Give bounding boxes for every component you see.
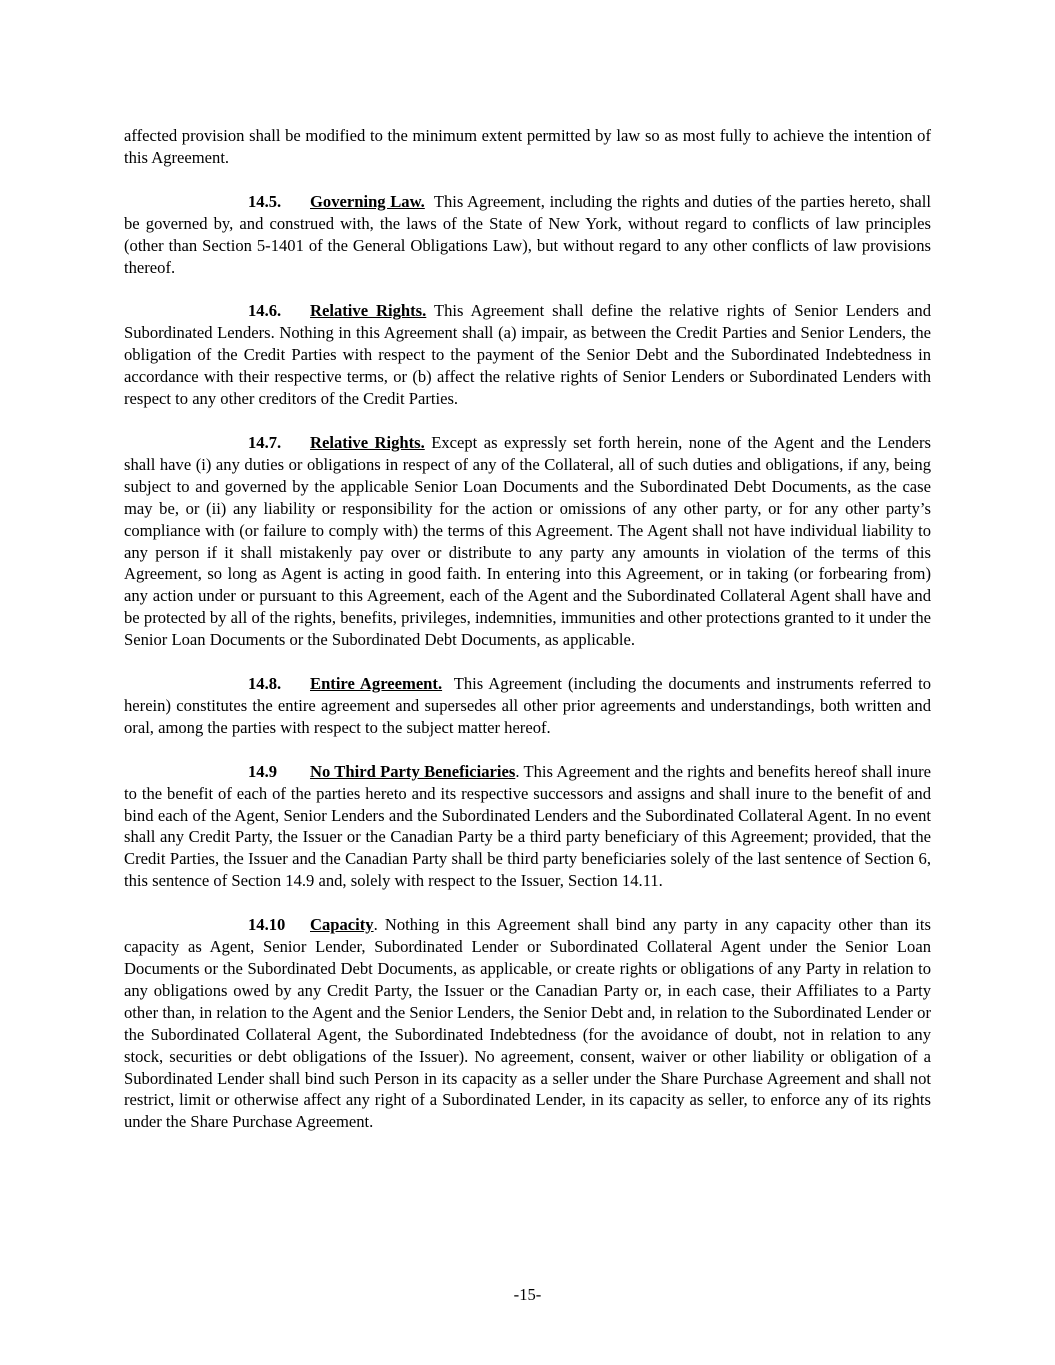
section-heading: Relative Rights.	[310, 301, 427, 321]
section-number: 14.8.	[248, 674, 282, 694]
section-body: . This Agreement and the rights and benefits hereof shall inure to the benefit of each of the parties hereto and its respective successors and assigns and shall inure to the benefit of and bind each of the Agent, Senior Lenders and the Subordinated Lenders and the Subordinated Collateral Agent. In no event shall any Credit Party, the Issuer or the Canadian Party be a third party beneficiary of this Agreement; provided, that the Credit Parties, the Issuer and the Canadian Party shall be third party beneficiaries solely of the last sentence of Section 6, this sentence of Section 14.9 and, solely with respect to the Issuer, Section 14.11.	[124, 761, 932, 891]
section-body: This Agreement, including the rights and duties of the parties hereto, shall be governed by, and construed with, the laws of the State of New York, without regard to conflicts of law principles (other than Section 5-1401 of the General Obligations Law), but without regard to any other conflicts of law provisions thereof.	[124, 191, 932, 277]
section-number: 14.6.	[248, 301, 282, 321]
section-body: Except as expressly set forth herein, none of the Agent and the Lenders shall have (i) any duties or obligations in respect of any of the Collateral, all of such duties and obligations, if any, being subject to and governed by the applicable Senior Loan Documents and the Subordinated Debt Documents, as the case may be, or (ii) any liability or responsibility for the action or omissions of any other party, or for any other party’s compliance with (or failure to comply with) the terms of this Agreement. The Agent shall not have individual liability to any person if it shall mistakenly pay over or distribute to any party any amounts in violation of the terms of this Agreement, so long as Agent is acting in good faith. In entering into this Agreement, or in taking (or forbearing from) any action under or pursuant to this Agreement, each of the Agent and the Subordinated Collateral Agent shall have and be protected by all of the rights, benefits, privileges, indemnities, immunities and other protections granted to it under the Senior Loan Documents or the Subordinated Debt Documents, as applicable.	[124, 432, 931, 650]
section-14-7	[124, 432, 931, 651]
section-body: . Nothing in this Agreement shall bind any party in any capacity other than its capacity as Agent, Senior Lender, Subordinated Lender or Subordinated Collateral Agent under the Senior Loan Documents or the Subordinated Debt Documents, as applicable, or create rights or obligations of any Party in relation to any obligations owed by any Credit Party, the Issuer or the Canadian Party or, in each case, their Affiliates to a Party other than, in relation to the Agent and the Senior Lenders, the Senior Debt and, in relation to the Subordinated Lender or the Subordinated Collateral Agent, the Subordinated Indebtedness (for the avoidance of doubt, not in relation to any stock, securities or debt obligations of the Issuer). No agreement, consent, waiver or other liability or obligation of a Subordinated Lender shall bind such Person in its capacity as a seller under the Share Purchase Agreement and shall not restrict, limit or otherwise affect any right of a Subordinated Lender, in its capacity as seller, to enforce any of its rights under the Share Purchase Agreement.	[124, 915, 931, 1132]
section-body: This Agreement shall define the relative rights of Senior Lenders and Subordinated Lenders. Nothing in this Agreement shall (a) impair, as between the Credit Parties and Senior Lenders, the obligation of the Credit Parties with respect to the payment of the Senior Debt and the Subordinated Indebtedness in accordance with their respective terms, or (b) affect the relative rights of Senior Lenders or Subordinated Lenders with respect to any other creditors of the Credit Parties.	[124, 301, 931, 409]
section-heading: Capacity	[310, 915, 374, 935]
section-14-8	[124, 673, 931, 739]
section-heading: No Third Party Beneficiaries	[310, 761, 516, 781]
section-14-10	[124, 914, 931, 1133]
section-number: 14.10	[248, 915, 286, 935]
section-number: 14.7.	[248, 432, 282, 452]
section-14-9	[124, 761, 931, 892]
section-14-6	[124, 300, 931, 410]
section-number: 14.5.	[248, 191, 282, 211]
document-page	[124, 125, 931, 1155]
intro-paragraph	[124, 125, 931, 169]
section-14-5	[124, 191, 931, 279]
intro-text: affected provision shall be modified to the minimum extent permitted by law so as most fully to achieve the intention of this Agreement.	[124, 126, 931, 167]
section-body: This Agreement (including the documents and instruments referred to herein) constitutes the entire agreement and supersedes all other prior agreements and understandings, both written and oral, among the parties with respect to the subject matter hereof.	[124, 674, 932, 737]
section-number: 14.9	[248, 761, 278, 781]
section-heading: Entire Agreement.	[310, 674, 443, 694]
section-heading: Relative Rights.	[310, 432, 425, 452]
section-heading: Governing Law.	[310, 191, 425, 211]
page-number: -15-	[513, 1285, 542, 1304]
